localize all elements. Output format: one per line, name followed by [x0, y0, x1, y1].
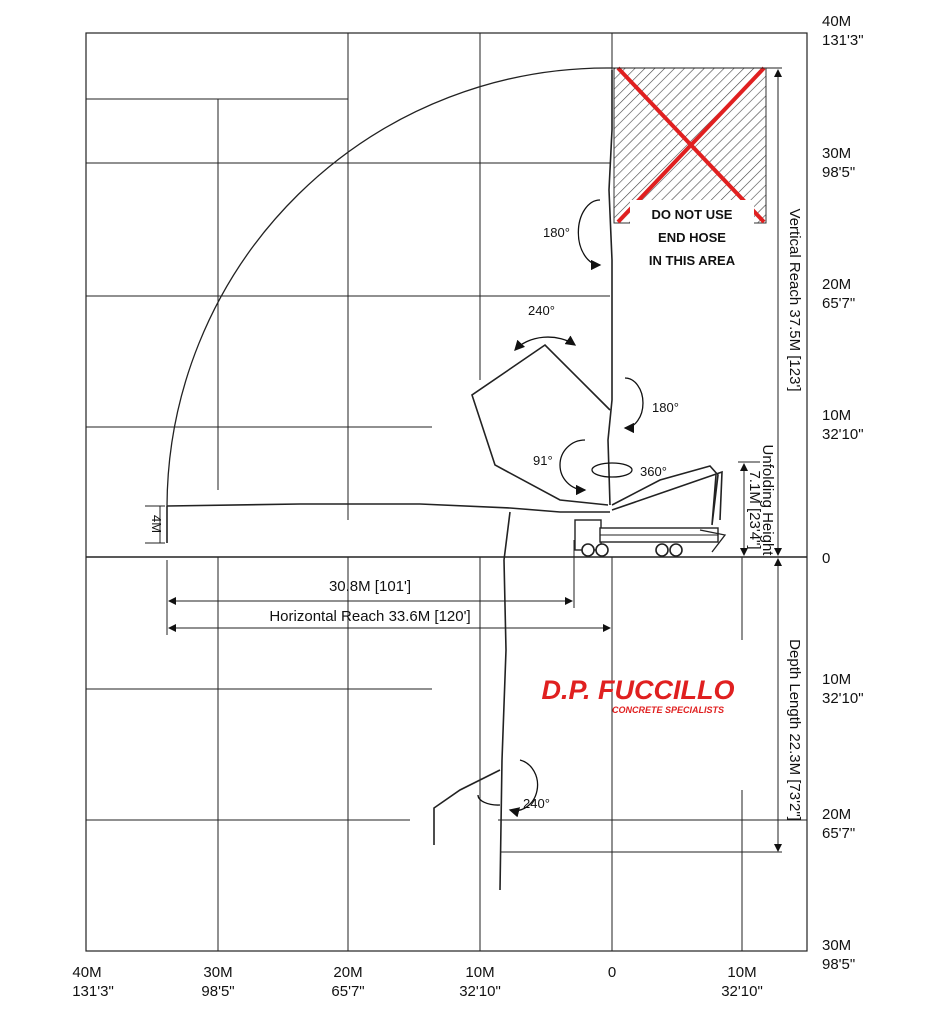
bottom-axis	[72, 964, 763, 1000]
warning-line-3: IN THIS AREA	[648, 253, 736, 268]
bottom-axis-m: 30M	[203, 964, 233, 981]
right-axis-m: 30M	[822, 145, 852, 162]
right-axis-ft: 32'10"	[822, 426, 864, 443]
bottom-axis-m: 40M	[72, 964, 102, 981]
angle-91: 91°	[533, 453, 553, 468]
horizontal-reach-label: Horizontal Reach 33.6M [120']	[269, 608, 471, 625]
right-axis-m: 10M	[822, 671, 852, 688]
right-axis-ft: 65'7"	[822, 295, 856, 312]
reach-arc	[167, 68, 612, 506]
right-axis-m: 20M	[822, 276, 852, 293]
right-axis-m: 0	[822, 550, 831, 567]
bottom-axis-m: 10M	[727, 964, 757, 981]
bottom-axis-m: 20M	[333, 964, 363, 981]
height-4m-label: 4M	[149, 514, 164, 534]
angle-240-bottom: 240°	[523, 796, 550, 811]
bottom-axis-ft: 32'10"	[459, 983, 501, 1000]
right-axis-m: 40M	[822, 13, 852, 30]
bottom-axis-ft: 131'3"	[72, 983, 114, 1000]
warning-line-1: DO NOT USE	[651, 207, 733, 222]
angle-180-mid: 180°	[652, 400, 679, 415]
vertical-reach-label: Vertical Reach 37.5M [123']	[786, 208, 803, 392]
angle-240-top: 240°	[528, 303, 555, 318]
depth-length-label: Depth Length 22.3M [73'2"]	[786, 639, 803, 821]
right-axis-ft: 32'10"	[822, 690, 864, 707]
right-axis-ft: 98'5"	[822, 164, 856, 181]
unfolding-height-label: Unfolding Height	[759, 444, 776, 556]
truck	[575, 520, 725, 556]
brand-tagline: CONCRETE SPECIALISTS	[611, 705, 725, 715]
right-axis-m: 10M	[822, 407, 852, 424]
warning-line-2: END HOSE	[658, 230, 726, 245]
bottom-axis-ft: 32'10"	[721, 983, 763, 1000]
bottom-axis-ft: 98'5"	[201, 983, 235, 1000]
right-axis	[822, 13, 864, 973]
angle-180-top: 180°	[543, 225, 570, 240]
bottom-axis-m: 0	[607, 964, 617, 981]
reach-308-label: 30.8M [101']	[328, 578, 412, 595]
right-axis-ft: 65'7"	[822, 825, 856, 842]
right-axis-m: 20M	[822, 806, 852, 823]
brand-name: D.P. FUCCILLO	[541, 675, 735, 705]
bottom-axis-ft: 65'7"	[331, 983, 365, 1000]
unfolding-value-label: 7.1M [23'4"]	[746, 470, 763, 550]
right-axis-ft: 131'3"	[822, 32, 864, 49]
angle-360: 360°	[640, 464, 667, 479]
right-axis-ft: 98'5"	[822, 956, 856, 973]
bottom-axis-m: 10M	[465, 964, 495, 981]
right-axis-m: 30M	[822, 937, 852, 954]
